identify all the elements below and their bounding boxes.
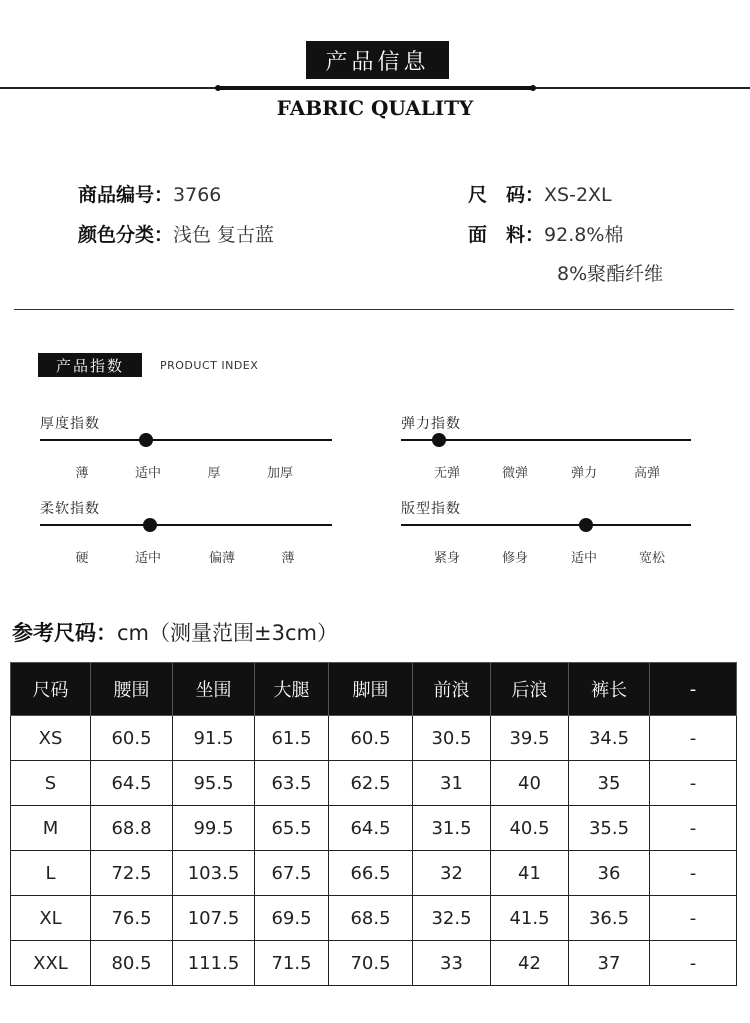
size-table-header-cell: 后浪 — [491, 663, 569, 716]
size-table-row — [11, 896, 737, 941]
size-table-cell: XS — [11, 716, 91, 761]
size-table-cell: 37 — [569, 941, 650, 986]
thickness-tick: 适中 — [134, 466, 162, 481]
size-table-row — [11, 716, 737, 761]
size-table-cell: 30.5 — [413, 716, 491, 761]
header-rule-bar — [218, 86, 534, 90]
size-table-cell: - — [650, 896, 737, 941]
elasticity-tick: 高弹 — [633, 466, 661, 481]
size-table-cell: 35 — [569, 761, 650, 806]
product-index-tag: 产品指数 — [38, 353, 142, 377]
size-table-header-row — [11, 663, 737, 716]
size-table-cell: XL — [11, 896, 91, 941]
size-table-cell: 80.5 — [91, 941, 173, 986]
size-table-cell: 65.5 — [255, 806, 329, 851]
size-table-header-cell: 腰围 — [91, 663, 173, 716]
size-table-cell: 111.5 — [173, 941, 255, 986]
section-divider — [14, 309, 734, 310]
elasticity-tick: 弹力 — [570, 466, 598, 481]
size-reference-title-bold: 参考尺码： — [12, 621, 117, 645]
size-table-cell: 39.5 — [491, 716, 569, 761]
thickness-index-track — [40, 439, 332, 441]
softness-tick: 适中 — [134, 551, 162, 566]
thickness-tick: 薄 — [75, 466, 89, 481]
fit-index-label: 版型指数 — [401, 501, 461, 517]
size-table-row — [11, 851, 737, 896]
fabric-value-1: 92.8%棉 — [544, 224, 624, 246]
elasticity-index-label: 弹力指数 — [401, 416, 461, 432]
size-table-cell: 32.5 — [413, 896, 491, 941]
size-table-cell: 69.5 — [255, 896, 329, 941]
item-number-value: 3766 — [173, 184, 222, 206]
size-table-cell: 64.5 — [329, 806, 413, 851]
size-table-row — [11, 806, 737, 851]
size-table-cell: 31 — [413, 761, 491, 806]
fabric-row — [468, 220, 623, 247]
size-table-header-cell: 尺码 — [11, 663, 91, 716]
product-index-subtitle: PRODUCT INDEX — [160, 359, 259, 372]
header-rule-dot-left — [215, 85, 221, 91]
header-rule-dot-right — [530, 85, 536, 91]
elasticity-tick: 微弹 — [501, 466, 529, 481]
size-table-cell: 91.5 — [173, 716, 255, 761]
size-table-header-cell: 坐围 — [173, 663, 255, 716]
size-table-cell: M — [11, 806, 91, 851]
size-table-cell: - — [650, 716, 737, 761]
size-table-cell: 63.5 — [255, 761, 329, 806]
color-row — [78, 220, 274, 247]
size-range-row — [468, 180, 612, 207]
size-table-cell: 71.5 — [255, 941, 329, 986]
size-table-cell: 41 — [491, 851, 569, 896]
size-table-cell: - — [650, 851, 737, 896]
size-table-cell: 95.5 — [173, 761, 255, 806]
fit-tick: 宽松 — [638, 551, 666, 566]
thickness-index-label: 厚度指数 — [40, 416, 100, 432]
size-table-cell: 72.5 — [91, 851, 173, 896]
size-table-cell: 36 — [569, 851, 650, 896]
size-reference-title — [12, 617, 338, 647]
size-table-cell: 103.5 — [173, 851, 255, 896]
size-range-label: 尺 码： — [468, 184, 545, 206]
size-table-header-cell: 裤长 — [569, 663, 650, 716]
size-table-cell: 68.5 — [329, 896, 413, 941]
size-table-header-cell: 前浪 — [413, 663, 491, 716]
size-table-row — [11, 761, 737, 806]
size-table-cell: 68.8 — [91, 806, 173, 851]
size-table-cell: - — [650, 806, 737, 851]
size-table-row — [11, 941, 737, 986]
softness-tick: 薄 — [281, 551, 295, 566]
size-table-header-cell: 脚围 — [329, 663, 413, 716]
size-table-header-cell: - — [650, 663, 737, 716]
color-label: 颜色分类： — [78, 224, 174, 246]
thickness-tick: 厚 — [207, 466, 221, 481]
size-range-value: XS-2XL — [544, 184, 612, 206]
fabric-value-2: 8%聚酯纤维 — [557, 263, 664, 285]
size-table — [10, 662, 737, 986]
size-table-cell: 34.5 — [569, 716, 650, 761]
color-value: 浅色 复古蓝 — [173, 224, 275, 246]
size-table-cell: 35.5 — [569, 806, 650, 851]
size-reference-title-unit: cm（测量范围±3cm） — [117, 621, 338, 645]
elasticity-tick: 无弹 — [433, 466, 461, 481]
size-table-cell: 64.5 — [91, 761, 173, 806]
size-table-cell: 61.5 — [255, 716, 329, 761]
size-table-cell: 33 — [413, 941, 491, 986]
size-table-cell: 60.5 — [91, 716, 173, 761]
fabric-label: 面 料： — [468, 224, 545, 246]
softness-index-label: 柔软指数 — [40, 501, 100, 517]
item-number-row — [78, 180, 221, 207]
size-table-cell: 36.5 — [569, 896, 650, 941]
thickness-index-marker — [139, 433, 153, 447]
section-title: 产品信息 — [306, 41, 449, 79]
fit-index-marker — [579, 518, 593, 532]
softness-index-track — [40, 524, 332, 526]
size-table-cell: XXL — [11, 941, 91, 986]
size-table-cell: 32 — [413, 851, 491, 896]
size-table-cell: S — [11, 761, 91, 806]
size-table-cell: 41.5 — [491, 896, 569, 941]
thickness-tick: 加厚 — [266, 466, 294, 481]
fit-tick: 紧身 — [433, 551, 461, 566]
fit-index-track — [401, 524, 691, 526]
softness-tick: 硬 — [75, 551, 89, 566]
size-table-cell: 70.5 — [329, 941, 413, 986]
size-table-cell: 40.5 — [491, 806, 569, 851]
size-table-cell: 66.5 — [329, 851, 413, 896]
size-table-cell: 60.5 — [329, 716, 413, 761]
size-table-cell: 107.5 — [173, 896, 255, 941]
size-table-cell: 99.5 — [173, 806, 255, 851]
size-table-cell: - — [650, 761, 737, 806]
size-table-cell: 42 — [491, 941, 569, 986]
size-table-cell: 76.5 — [91, 896, 173, 941]
size-table-cell: - — [650, 941, 737, 986]
fabric-row-2 — [557, 259, 663, 286]
item-number-label: 商品编号： — [78, 184, 174, 206]
fit-tick: 适中 — [570, 551, 598, 566]
elasticity-index-marker — [432, 433, 446, 447]
softness-tick: 偏薄 — [208, 551, 236, 566]
size-table-cell: 62.5 — [329, 761, 413, 806]
size-table-cell: 31.5 — [413, 806, 491, 851]
section-subtitle: FABRIC QUALITY — [276, 96, 474, 120]
size-table-cell: 40 — [491, 761, 569, 806]
size-table-cell: L — [11, 851, 91, 896]
size-table-header-cell: 大腿 — [255, 663, 329, 716]
size-table-cell: 67.5 — [255, 851, 329, 896]
softness-index-marker — [143, 518, 157, 532]
fit-tick: 修身 — [501, 551, 529, 566]
